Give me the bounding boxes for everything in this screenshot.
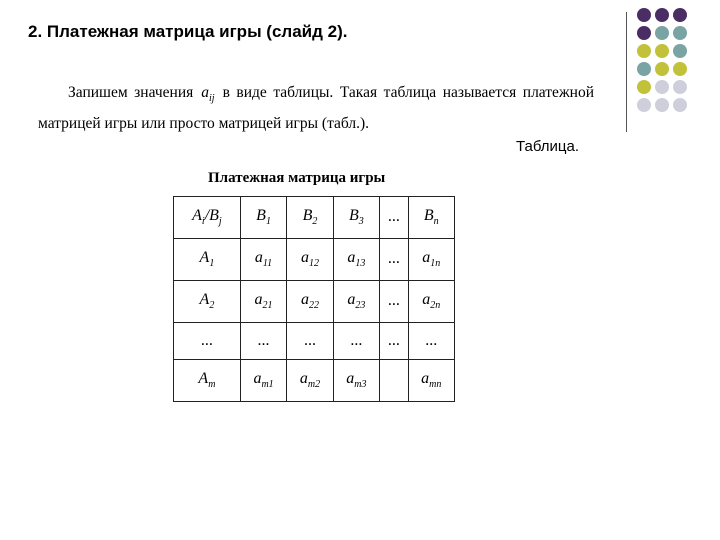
matrix-cell: ... (380, 280, 408, 322)
table-title: Платежная матрица игры (208, 170, 386, 186)
matrix-cell: $A_m$ (174, 360, 241, 402)
intro-symbol: $a_{ij}$ (201, 84, 215, 105)
decor-dot (655, 8, 669, 22)
matrix-cell: $B_n$ (408, 197, 454, 239)
intro-text-after: в виде таблицы. Такая таблица называется платежной матрицей игры или просто матрицей игры (табл.). (38, 84, 594, 133)
matrix-cell: $a_{11}$ (240, 238, 286, 280)
decor-dot (637, 26, 651, 40)
decor-dot (637, 44, 651, 58)
matrix-cell: $a_{13}$ (333, 238, 379, 280)
decor-dot (637, 8, 651, 22)
matrix-cell: ... (240, 322, 286, 360)
matrix-cell: $A_1$ (174, 238, 241, 280)
matrix-cell: $a_{mn}$ (408, 360, 454, 402)
matrix-cell: ... (408, 322, 454, 360)
decor-dot (673, 26, 687, 40)
decor-dot (655, 62, 669, 76)
matrix-cell: $a_{m1}$ (240, 360, 286, 402)
matrix-cell: ... (380, 238, 408, 280)
decor-dot (655, 44, 669, 58)
matrix-cell: ... (333, 322, 379, 360)
decor-dot (655, 98, 669, 112)
matrix-cell: $a_{12}$ (287, 238, 333, 280)
matrix-row (174, 197, 455, 239)
decor-dot (655, 80, 669, 94)
matrix-cell (380, 360, 408, 402)
matrix-cell: $a_{22}$ (287, 280, 333, 322)
matrix-cell: ... (380, 197, 408, 239)
payoff-matrix-body (174, 197, 455, 402)
slide-title: 2. Платежная матрица игры (слайд 2). (28, 22, 348, 41)
matrix-row (174, 360, 455, 402)
decor-dot (637, 62, 651, 76)
decor-dot (673, 62, 687, 76)
matrix-cell: $a_{23}$ (333, 280, 379, 322)
decor-dot (673, 8, 687, 22)
decor-divider (626, 12, 627, 132)
matrix-row (174, 322, 455, 360)
table-caption: Таблица. (516, 138, 579, 155)
matrix-cell: $a_{m2}$ (287, 360, 333, 402)
decor-dot-grid (637, 8, 717, 118)
matrix-cell: $a_{21}$ (240, 280, 286, 322)
matrix-cell: $A_2$ (174, 280, 241, 322)
matrix-cell: ... (174, 322, 241, 360)
matrix-cell: $B_3$ (333, 197, 379, 239)
matrix-cell: $A_i/B_j$ (174, 197, 241, 239)
decor-dot (655, 26, 669, 40)
decor-dot (673, 98, 687, 112)
matrix-row (174, 238, 455, 280)
matrix-cell: $a_{m3}$ (333, 360, 379, 402)
matrix-cell: ... (380, 322, 408, 360)
matrix-cell: ... (287, 322, 333, 360)
matrix-cell: $a_{1n}$ (408, 238, 454, 280)
matrix-cell: $a_{2n}$ (408, 280, 454, 322)
decor-dot (673, 44, 687, 58)
decor-dot (673, 80, 687, 94)
decor-dot (637, 80, 651, 94)
matrix-cell: $B_1$ (240, 197, 286, 239)
matrix-row (174, 280, 455, 322)
payoff-matrix (173, 196, 455, 402)
intro-paragraph (38, 80, 594, 136)
decor-dot (637, 98, 651, 112)
intro-text-before: Запишем значения (68, 84, 194, 101)
matrix-cell: $B_2$ (287, 197, 333, 239)
